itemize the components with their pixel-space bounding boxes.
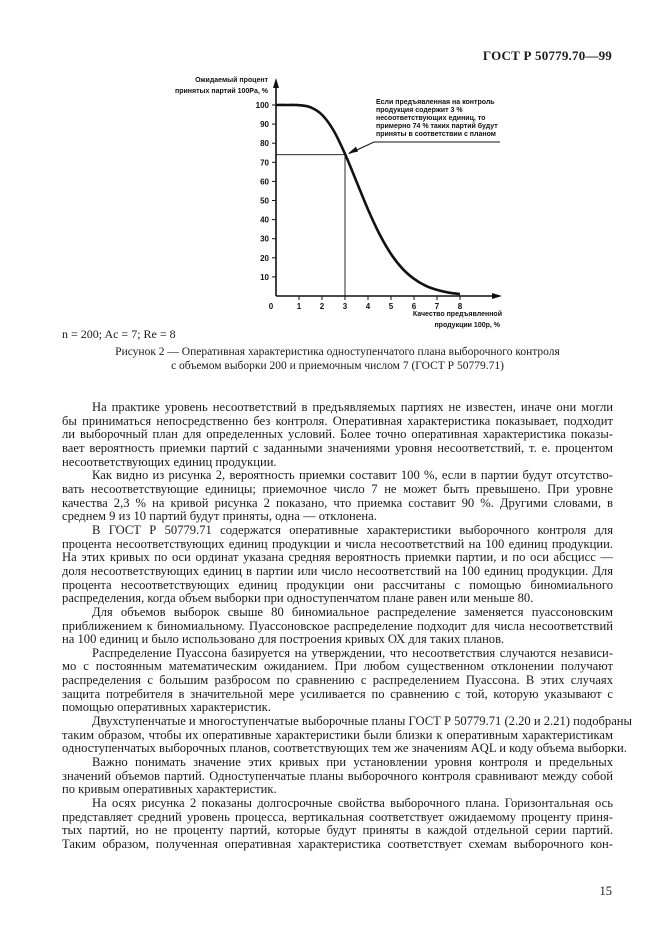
text-line: Для объемов выборок свыше 80 биномиальное распределение заменяется пуассоновским xyxy=(92,604,613,619)
text-line: В ГОСТ Р 50779.71 содержатся оперативные характеристики выборочного контроля для xyxy=(92,522,613,537)
text-line: вать несоответствующие единицы; приемочное число 7 не может быть превышено. При уровне xyxy=(62,481,613,496)
y-tick-label: 90 xyxy=(260,120,269,130)
y-tick-label: 50 xyxy=(260,196,269,206)
caption-line: с объемом выборки 200 и приемочным числом 7 (ГОСТ Р 50779.71) xyxy=(171,360,504,372)
text-line: на 100 единиц и было использовано для построения кривых ОХ для таких планов. xyxy=(62,632,505,647)
text-line: Двухступенчатые и многоступенчатые выборочные планы ГОСТ Р 50779.71 (2.20 и 2.21) подобраны xyxy=(92,714,633,729)
y-tick-label: 10 xyxy=(260,272,269,282)
y-tick-label: 80 xyxy=(260,139,269,149)
x-tick-label: 4 xyxy=(365,302,371,311)
plan-parameters: n = 200; Ac = 7; Re = 8 xyxy=(62,327,176,341)
paragraph xyxy=(62,647,613,715)
x-tick-label: 7 xyxy=(434,302,440,311)
text-line: Как видно из рисунка 2, вероятность приемки составит 100 %, если в партии будут отсутство- xyxy=(92,468,613,483)
y-tick-label: 100 xyxy=(255,101,269,110)
text-line: Важно понимать значение этих кривых при установлении уровня контроля и предельных xyxy=(92,755,613,770)
text-line: среднем 9 из 10 партий будут приняты, одна — отклонена. xyxy=(62,509,377,524)
text-line: На практике уровень несоответствий в предъявляемых партиях не известен, иначе они могли xyxy=(92,400,613,414)
x-tick-label: 8 xyxy=(457,302,463,311)
y-tick-label: 30 xyxy=(260,234,269,244)
y-axis-arrow-icon xyxy=(273,78,279,88)
text-line: распределения, когда объем выборки при одноступенчатом плане равен или меньше 80. xyxy=(62,591,534,606)
text-line: одноступенчатых выборочных планов, соответствующих тем же значениям AQL и коду объема выборки. xyxy=(62,741,627,756)
y-tick-label: 70 xyxy=(260,158,269,168)
x-tick-label: 0 xyxy=(268,302,274,311)
text-line: вает вероятность приемки партий с заданными значениями уровня несоответствий, т. е. процентом xyxy=(62,440,613,455)
x-axis-label-line2: продукции 100p, % xyxy=(434,322,500,329)
y-axis-label-line2: принятых партий 100Pa, % xyxy=(174,88,268,95)
paragraph xyxy=(62,469,613,524)
text-line: мо с постоянным математическим ожиданием. При любом существенном отклонении получают xyxy=(62,659,613,674)
x-tick-label: 5 xyxy=(388,302,394,311)
document-header: ГОСТ Р 50779.70—99 xyxy=(482,48,612,63)
text-line: процента несоответствующих единиц продукции и числа несоответствий на 100 единиц продукции. xyxy=(62,536,613,551)
text-line: Распределение Пуассона базируется на утверждении, что несоответствия случаются независи- xyxy=(92,645,613,660)
text-line: бы приниматься непосредственно без контроля. Оперативная характеристика показывает, подходит xyxy=(62,413,613,428)
text-line: таким образом, чтобы их оперативные характеристики были близки к оперативным характеристикам xyxy=(62,727,613,742)
text-line: несоответствующих единиц продукции. xyxy=(62,454,277,469)
paragraph xyxy=(62,797,613,852)
y-tick-label: 60 xyxy=(260,177,269,187)
text-line: защита потребителя в значительной мере усиливается по сравнению с той, которую указывают с xyxy=(62,686,613,701)
text-line: Таким образом, полученная оперативная характеристика соответствует схемам выборочного кон- xyxy=(62,837,613,851)
text-line: распределения с большим разбросом по сравнению с распределением Пуассона. В этих случаях xyxy=(62,673,613,688)
text-line: значений объемов партий. Одноступенчатые планы выборочного контроля сравнивают между собой xyxy=(62,768,613,783)
text-line: На осях рисунка 2 показаны долгосрочные свойства выборочного плана. Горизонтальная ось xyxy=(92,796,613,811)
text-line: приближением к биномиальному. Пуассоновское распределение подходит для числа несоответствий xyxy=(62,618,613,633)
annotation-line: продукция содержит 3 % xyxy=(376,107,463,114)
body-text xyxy=(62,400,633,852)
text-line: процента несоответствующих единиц продукции они рассчитаны с помощью биномиального xyxy=(62,577,613,592)
text-line: ли выборочный план для определенных условий. Более точно оперативная характеристика показы- xyxy=(62,427,613,442)
figure-caption xyxy=(62,345,613,373)
x-axis-arrow-icon xyxy=(492,293,502,299)
paragraph xyxy=(62,606,613,647)
x-tick-label: 2 xyxy=(319,302,325,311)
text-line: доля несоответствующих единиц в партии или число несоответствий на 100 единиц продукции. Для xyxy=(62,563,613,578)
x-axis-label-line1: Качество предъявленной xyxy=(412,311,502,318)
text-line: качества 2,3 % на кривой рисунка 2 показано, что приемка составит 90 %. Другими словами, в xyxy=(62,495,613,510)
annotation-line: несоответствующих единиц, то xyxy=(376,115,486,122)
annotation-arrow-icon xyxy=(348,147,358,154)
text-line: На этих кривых по оси ординат указана средняя вероятность приемки партии, и по оси абсцисс — xyxy=(62,550,613,565)
annotation xyxy=(376,99,498,138)
paragraph xyxy=(62,714,633,756)
caption-line: Рисунок 2 — Оперативная характеристика одноступенчатого плана выборочного контроля xyxy=(115,346,560,358)
paragraph xyxy=(62,756,613,797)
text-line: тых партий, но не проценту партий, которые будут приняты в каждой отдельной серии партий. xyxy=(62,823,613,838)
paragraph xyxy=(62,524,613,606)
paragraph xyxy=(62,401,613,469)
text-line: по кривым оперативных характеристик. xyxy=(62,782,277,797)
text-line: помощью оперативных характеристик. xyxy=(62,700,271,715)
x-tick-label: 3 xyxy=(342,302,348,311)
page-number: 15 xyxy=(599,884,612,898)
y-axis-label-line1: Ожидаемый процент xyxy=(195,77,268,84)
x-tick-label: 1 xyxy=(296,302,302,311)
annotation-leader-line xyxy=(349,142,500,154)
x-tick-label: 6 xyxy=(411,302,417,311)
annotation-line: Если предъявленная на контроль xyxy=(376,99,495,106)
annotation-line: примерно 74 % таких партий будут xyxy=(376,123,498,130)
oc-chart xyxy=(0,0,661,340)
y-tick-label: 20 xyxy=(260,253,269,263)
annotation-line: приняты в соответствии с планом xyxy=(376,131,496,138)
y-tick-label: 40 xyxy=(260,215,269,225)
text-line: представляет средний уровень процесса, вертикальная соответствует ожидаемому проценту приня- xyxy=(62,809,613,824)
